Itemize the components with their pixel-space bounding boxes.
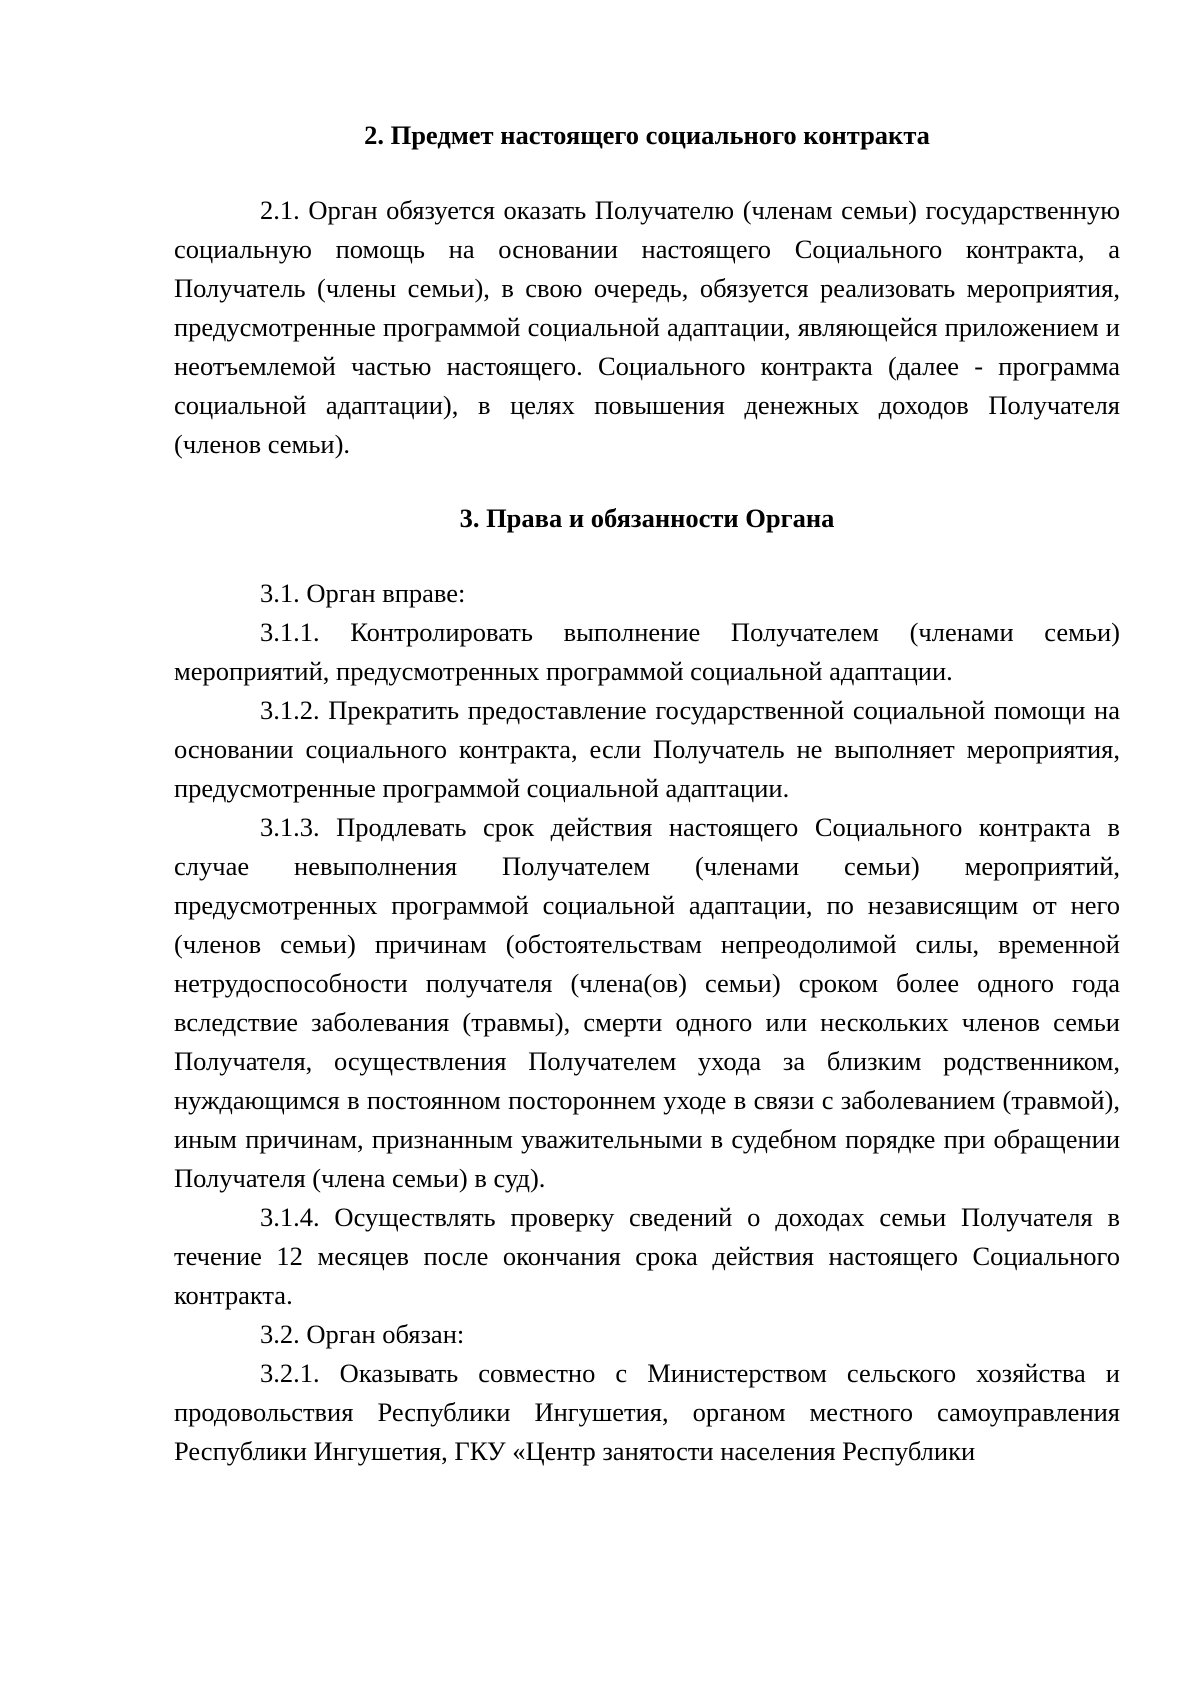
paragraph-3-2-1: 3.2.1. Оказывать совместно с Министерством сельского хозяйства и продовольствия Республики Ингушетия, органом местного самоуправления Республики Ингушетия, ГКУ «Центр занятости населения Республики [174, 1358, 1120, 1466]
section-2-heading: 2. Предмет настоящего социального контракта [364, 120, 930, 150]
paragraph-3-1-3: 3.1.3. Продлевать срок действия настоящего Социального контракта в случае невыполнения Получателем (членами семьи) мероприятий, предусмотренных программой социальной адаптации, по независящим от него (членов семьи) причинам (обстоятельствам непреодолимой силы, временной нетрудоспособности получателя (члена(ов) семьи) сроком более одного года вследствие заболевания (травмы), смерти одного или нескольких членов семьи Получателя, осуществления Получателем ухода за близким родственником, нуждающимся в постоянном постороннем уходе в связи с заболеванием (травмой), иным причинам, признанным уважительными в судебном порядке при обращении Получателя (члена семьи) в суд). [174, 812, 1120, 1193]
spacer [174, 155, 1120, 191]
paragraph-3-1-1: 3.1.1. Контролировать выполнение Получателем (членами семьи) мероприятий, предусмотренных программой социальной адаптации. [174, 617, 1120, 686]
paragraph-3-1-4: 3.1.4. Осуществлять проверку сведений о доходах семьи Получателя в течение 12 месяцев после окончания срока действия настоящего Социального контракта. [174, 1202, 1120, 1310]
spacer [174, 538, 1120, 574]
paragraph-3-2: 3.2. Орган обязан: [260, 1319, 465, 1349]
spacer [174, 464, 1120, 499]
document-body [174, 116, 1120, 1471]
section-3-heading: 3. Права и обязанности Органа [459, 503, 835, 533]
paragraph-2-1: 2.1. Орган обязуется оказать Получателю (членам семьи) государственную социальную помощь на основании настоящего Социального контракта, а Получатель (члены семьи), в свою очередь, обязуется реализовать мероприятия, предусмотренные программой социальной адаптации, являющейся приложением и неотъемлемой частью настоящего. Социального контракта (далее - программа социальной адаптации), в целях повышения денежных доходов Получателя (членов семьи). [174, 195, 1120, 459]
paragraph-3-1-2: 3.1.2. Прекратить предоставление государственной социальной помощи на основании социального контракта, если Получатель не выполняет мероприятия, предусмотренные программой социальной адаптации. [174, 695, 1120, 803]
paragraph-3-1: 3.1. Орган вправе: [260, 578, 466, 608]
